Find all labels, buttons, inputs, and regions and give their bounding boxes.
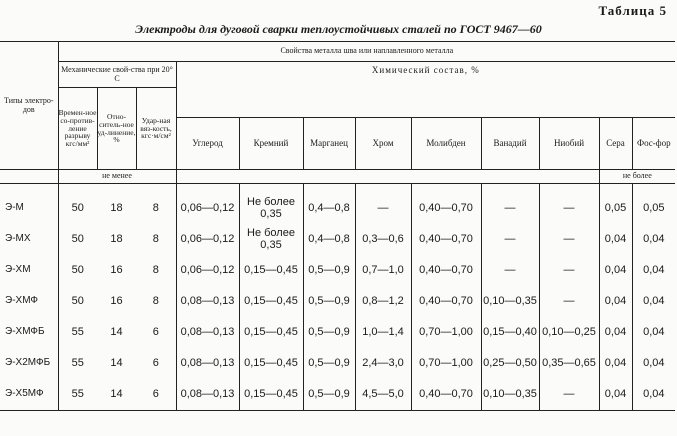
cell-elongation: 18: [110, 232, 123, 245]
cell-elongation: 16: [110, 294, 123, 307]
cell-niobium: —: [539, 379, 599, 411]
table-row: [0, 255, 675, 286]
cell-tensile: 50: [71, 232, 84, 245]
table-row: [0, 348, 675, 379]
header-spacer: [0, 170, 58, 184]
cell-niobium: —: [539, 286, 599, 317]
col-header-chemical-group: Химический состав, %: [176, 62, 675, 118]
cell-chromium: 2,4—3,0: [355, 348, 411, 379]
col-header-sulfur: Сера: [599, 118, 632, 170]
col-header-properties-group: Свойства металла шва или наплавленного металла: [58, 42, 675, 62]
cell-niobium: —: [539, 224, 599, 255]
col-header-niobium: Ниобий: [539, 118, 599, 170]
col-header-type: Типы электро-дов: [0, 42, 58, 170]
table-row: [0, 379, 675, 411]
cell-phosphorus: 0,04: [643, 356, 665, 369]
cell-sulfur: 0,04: [599, 317, 632, 348]
electrode-table: [0, 41, 675, 411]
cell-phosphorus: 0,04: [643, 294, 665, 307]
cell-sulfur: 0,04: [599, 255, 632, 286]
table-body: [0, 184, 675, 411]
cell-tensile: 55: [71, 356, 84, 369]
cell-niobium: 0,35—0,65: [539, 348, 599, 379]
cell-vanadium: 0,15—0,40: [481, 317, 539, 348]
cell-sulfur: 0,04: [599, 348, 632, 379]
col-header-manganese: Марганец: [303, 118, 355, 170]
cell-type: Э-Х2МФБ: [0, 348, 58, 379]
table-row: [0, 286, 675, 317]
cell-impact: 8: [136, 286, 176, 317]
cell-vanadium: —: [481, 255, 539, 286]
cell-phosphorus: 0,04: [632, 379, 675, 411]
cell-tensile: 50: [71, 263, 84, 276]
cell-type: Э-ХМ: [0, 255, 58, 286]
cell-manganese: 0,5—0,9: [303, 255, 355, 286]
col-header-elongation: Отно-ситель-ное уд-линение, %: [97, 88, 136, 170]
cell-vanadium: 0,10—0,35: [481, 286, 539, 317]
cell-niobium: —: [539, 255, 599, 286]
cell-manganese: 0,5—0,9: [303, 379, 355, 411]
cell-silicon: 0,15—0,45: [239, 255, 303, 286]
cell-phosphorus: 0,04: [643, 325, 665, 338]
cell-manganese: 0,4—0,8: [303, 193, 355, 224]
cell-tensile: 55: [58, 379, 97, 411]
cell-carbon: 0,06—0,12: [176, 224, 239, 255]
cell-phosphorus: 0,04: [643, 232, 665, 245]
cell-chromium: 0,3—0,6: [355, 224, 411, 255]
cell-chromium: 0,8—1,2: [355, 286, 411, 317]
cell-impact: 6: [136, 317, 176, 348]
cell-vanadium: 0,25—0,50: [481, 348, 539, 379]
cell-impact: 8: [136, 224, 176, 255]
cell-vanadium: —: [481, 224, 539, 255]
cell-sulfur: 0,05: [599, 193, 632, 224]
cell-carbon: 0,08—0,13: [176, 286, 239, 317]
cell-type: Э-Х5МФ: [0, 379, 58, 411]
cell-manganese: 0,5—0,9: [303, 317, 355, 348]
col-header-molybdenum: Молибден: [411, 118, 481, 170]
cell-silicon: 0,15—0,45: [239, 286, 303, 317]
cell-tensile: 50: [71, 294, 84, 307]
col-header-tensile: Времен-ное со-против-ление разрыву кгс/мм²: [58, 88, 97, 170]
cell-tensile: 55: [71, 325, 84, 338]
cell-carbon: 0,08—0,13: [176, 379, 239, 411]
cell-molybdenum: 0,70—1,00: [411, 348, 481, 379]
cell-elongation: 14: [110, 325, 123, 338]
cell-phosphorus: 0,05: [643, 201, 665, 214]
cell-impact: 6: [136, 379, 176, 411]
table-row: [0, 317, 675, 348]
table-title: Электроды для дуговой сварки теплоустойчивых сталей по ГОСТ 9467—60: [135, 22, 542, 36]
cell-elongation: 16: [110, 263, 123, 276]
cell-carbon: 0,08—0,13: [176, 348, 239, 379]
cell-manganese: 0,5—0,9: [303, 286, 355, 317]
cell-phosphorus: 0,04: [643, 263, 665, 276]
cell-elongation: 18: [110, 201, 123, 214]
cell-type: Э-МХ: [0, 224, 58, 255]
label-not-less: не менее: [58, 170, 176, 184]
cell-type: Э-ХМФБ: [0, 317, 58, 348]
cell-chromium: 1,0—1,4: [355, 317, 411, 348]
cell-chromium: —: [355, 193, 411, 224]
cell-impact: 8: [136, 193, 176, 224]
cell-silicon: 0,15—0,45: [239, 317, 303, 348]
cell-silicon: Не более 0,35: [239, 193, 303, 224]
cell-elongation: 14: [97, 379, 136, 411]
cell-molybdenum: 0,40—0,70: [411, 255, 481, 286]
cell-carbon: 0,06—0,12: [176, 255, 239, 286]
cell-tensile: 50: [71, 201, 84, 214]
table-row: [0, 193, 675, 224]
col-header-carbon: Углерод: [176, 118, 239, 170]
cell-sulfur: 0,04: [599, 224, 632, 255]
col-header-vanadium: Ванадий: [481, 118, 539, 170]
col-header-mechanical-group: Механические свой-ства при 20° С: [58, 62, 176, 88]
label-not-more: не более: [599, 170, 675, 184]
cell-molybdenum: 0,40—0,70: [411, 379, 481, 411]
cell-niobium: 0,10—0,25: [539, 317, 599, 348]
cell-molybdenum: 0,40—0,70: [411, 224, 481, 255]
cell-niobium: —: [539, 193, 599, 224]
cell-elongation: 14: [110, 356, 123, 369]
cell-silicon: 0,15—0,45: [239, 379, 303, 411]
cell-sulfur: 0,04: [599, 379, 632, 411]
cell-carbon: 0,08—0,13: [176, 317, 239, 348]
cell-vanadium: 0,10—0,35: [481, 379, 539, 411]
cell-carbon: 0,06—0,12: [176, 193, 239, 224]
cell-chromium: 4,5—5,0: [355, 379, 411, 411]
cell-silicon: Не более 0,35: [239, 224, 303, 255]
header-spacer-chem: [176, 170, 599, 184]
cell-vanadium: —: [481, 193, 539, 224]
cell-molybdenum: 0,70—1,00: [411, 317, 481, 348]
cell-type: Э-М: [0, 193, 58, 224]
cell-manganese: 0,4—0,8: [303, 224, 355, 255]
table-header: [0, 42, 675, 184]
col-header-chromium: Хром: [355, 118, 411, 170]
col-header-silicon: Кремний: [239, 118, 303, 170]
cell-molybdenum: 0,40—0,70: [411, 193, 481, 224]
cell-type: Э-ХМФ: [0, 286, 58, 317]
table-row: [0, 224, 675, 255]
cell-chromium: 0,7—1,0: [355, 255, 411, 286]
cell-molybdenum: 0,40—0,70: [411, 286, 481, 317]
cell-manganese: 0,5—0,9: [303, 348, 355, 379]
table-number: Таблица 5: [598, 3, 667, 18]
cell-impact: 6: [136, 348, 176, 379]
col-header-phosphorus: Фос-фор: [636, 137, 671, 148]
col-header-impact: Удар-ная вяз-кость, кгс·м/см²: [136, 88, 176, 170]
cell-silicon: 0,15—0,45: [239, 348, 303, 379]
cell-impact: 8: [136, 255, 176, 286]
cell-sulfur: 0,04: [599, 286, 632, 317]
